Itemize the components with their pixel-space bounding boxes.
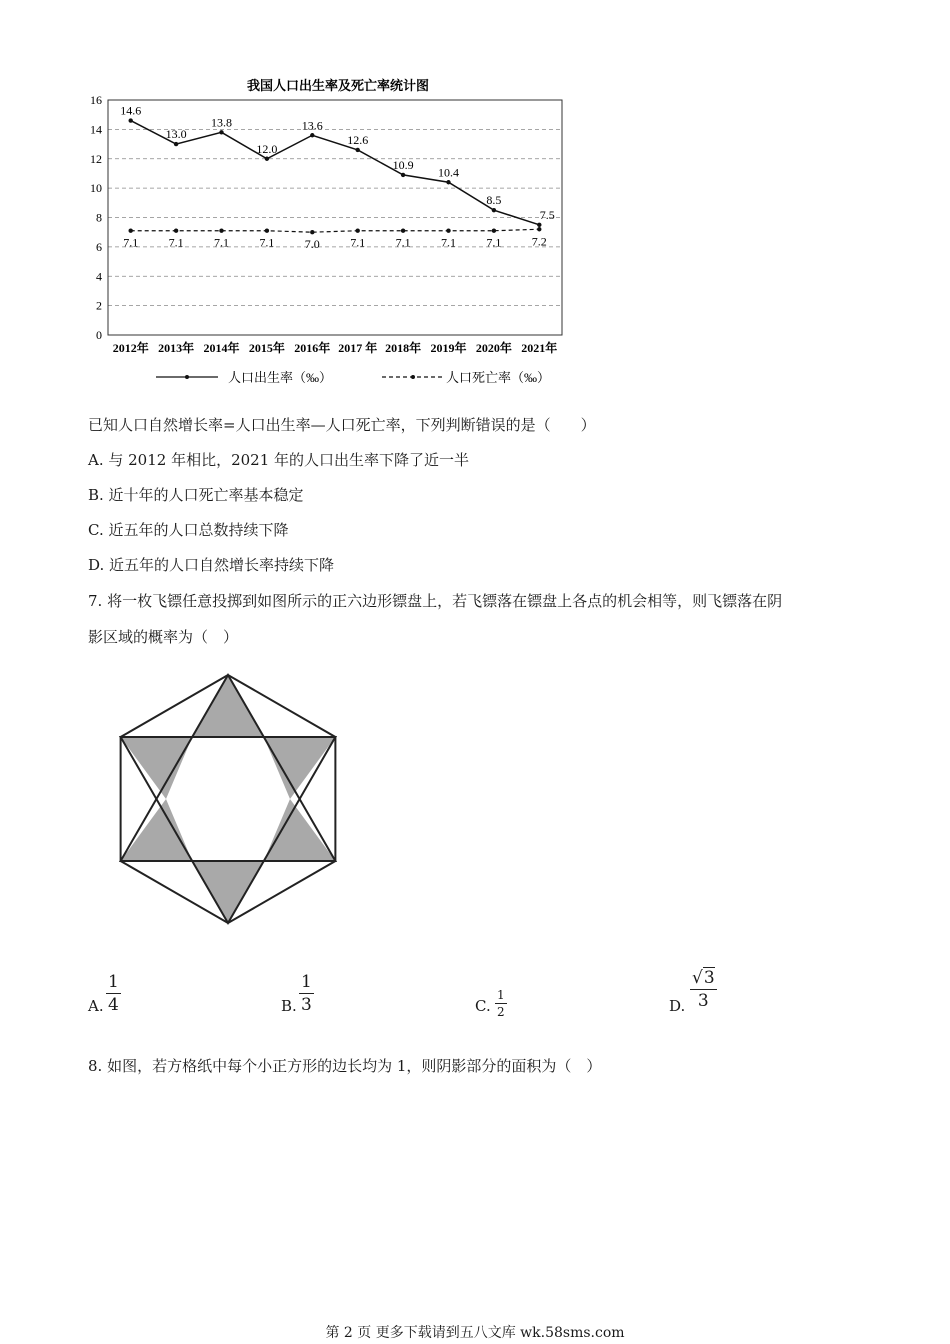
legend-birth-label: 人口出生率（‰） xyxy=(228,370,333,385)
birth-rate-point xyxy=(446,180,450,184)
death-rate-data-label: 7.1 xyxy=(168,235,184,250)
shaded-star-point xyxy=(121,799,193,861)
chart-legend xyxy=(156,370,550,385)
page-footer: 第 2 页 更多下载请到五八文库 wk.58sms.com xyxy=(325,1325,625,1341)
q7-option-a-label: A. xyxy=(88,997,104,1015)
birth-rate-data-label: 13.8 xyxy=(211,115,232,130)
birth-death-rate-chart xyxy=(80,72,620,392)
death-rate-point xyxy=(310,230,314,234)
death-rate-point xyxy=(174,229,178,233)
y-tick-label: 16 xyxy=(90,93,102,107)
q6-option-a: A. 与 2012 年相比，2021 年的人口出生率下降了近一半 xyxy=(88,451,470,469)
birth-rate-point xyxy=(401,173,405,177)
death-rate-point xyxy=(446,229,450,233)
death-rate-point xyxy=(492,229,496,233)
q7-option-b-denominator: 3 xyxy=(301,995,312,1015)
birth-rate-data-label: 13.0 xyxy=(165,127,187,142)
shaded-star-point xyxy=(264,737,336,799)
q7-option-d-numerator: √3 xyxy=(692,968,715,988)
shaded-star-point xyxy=(192,861,264,923)
birth-rate-data-label: 7.5 xyxy=(539,207,555,222)
birth-rate-data-label: 10.9 xyxy=(392,157,414,172)
q7-option-d-fraction xyxy=(690,968,717,1011)
y-tick-label: 4 xyxy=(96,269,102,284)
birth-rate-point xyxy=(492,208,496,212)
birth-rate-point xyxy=(310,133,314,137)
legend-marker xyxy=(411,375,415,379)
y-tick-label: 2 xyxy=(96,298,102,313)
q7-option-b-fraction xyxy=(299,972,314,1015)
y-tick-label: 8 xyxy=(96,210,102,225)
death-rate-data-label: 7.1 xyxy=(123,235,139,250)
birth-rate-data-label: 14.6 xyxy=(120,103,142,118)
chart-title: 我国人口出生率及死亡率统计图 xyxy=(246,78,430,93)
x-tick-label: 2012年 xyxy=(112,341,149,355)
death-rate-point xyxy=(265,229,269,233)
legend-marker xyxy=(185,375,189,379)
x-tick-label: 2021年 xyxy=(521,341,558,355)
birth-rate-point xyxy=(537,223,541,227)
birth-rate-point xyxy=(174,142,178,146)
q7-option-a-denominator: 4 xyxy=(108,995,119,1015)
shaded-star-point xyxy=(264,799,336,861)
q7-stem-line1: 7. 将一枚飞镖任意投掷到如图所示的正六边形镖盘上，若飞镖落在镖盘上各点的机会相等，则飞镖落在阴 xyxy=(88,592,783,610)
y-tick-label: 14 xyxy=(90,122,102,137)
death-rate-data-label: 7.1 xyxy=(214,235,229,250)
q7-option-b-label: B. xyxy=(281,997,297,1015)
q6-option-d: D. 近五年的人口自然增长率持续下降 xyxy=(88,556,335,574)
birth-rate-data-label: 13.6 xyxy=(301,118,323,133)
death-rate-point xyxy=(537,227,541,231)
x-tick-label: 2017 年 xyxy=(338,341,378,355)
birth-rate-data-label: 8.5 xyxy=(486,193,502,208)
y-tick-label: 6 xyxy=(96,239,102,254)
birth-rate-point xyxy=(219,130,223,134)
death-rate-data-label: 7.1 xyxy=(486,235,502,250)
x-tick-label: 2020年 xyxy=(475,341,512,355)
x-tick-label: 2016年 xyxy=(294,341,331,355)
death-rate-data-label: 7.0 xyxy=(304,237,320,252)
death-rate-data-label: 7.1 xyxy=(259,235,275,250)
x-tick-label: 2015年 xyxy=(248,341,285,355)
y-tick-label: 0 xyxy=(96,328,102,342)
birth-rate-point xyxy=(265,157,269,161)
death-rate-data-label: 7.1 xyxy=(441,235,456,250)
shaded-star-point xyxy=(121,737,193,799)
q7-option-c-numerator: 1 xyxy=(497,988,505,1002)
death-rate-point xyxy=(219,229,223,233)
death-rate-point xyxy=(401,229,405,233)
q7-option-a-fraction xyxy=(106,972,121,1015)
birth-rate-data-label: 12.6 xyxy=(347,132,369,147)
birth-rate-data-label: 12.0 xyxy=(256,141,278,156)
shaded-star-point xyxy=(192,675,264,737)
y-tick-label: 10 xyxy=(90,181,102,196)
q6-stem: 已知人口自然增长率=人口出生率—人口死亡率，下列判断错误的是（ ） xyxy=(88,416,596,434)
death-rate-data-label: 7.1 xyxy=(395,235,411,250)
q7-option-a-numerator: 1 xyxy=(108,972,119,992)
birth-rate-data-label: 10.4 xyxy=(438,165,459,180)
x-tick-label: 2013年 xyxy=(158,341,195,355)
birth-rate-point xyxy=(129,118,133,122)
q7-option-d-label: D. xyxy=(669,997,686,1015)
hexagon-dartboard-figure xyxy=(110,668,350,930)
death-rate-point xyxy=(356,229,360,233)
x-tick-label: 2018年 xyxy=(385,341,422,355)
q7-option-c-denominator: 2 xyxy=(497,1005,505,1019)
q6-option-b: B. 近十年的人口死亡率基本稳定 xyxy=(88,486,304,504)
death-rate-point xyxy=(129,229,133,233)
legend-death-label: 人口死亡率（‰） xyxy=(446,370,551,385)
death-rate-line xyxy=(131,229,540,232)
death-rate-data-label: 7.2 xyxy=(531,234,547,249)
x-tick-label: 2014年 xyxy=(203,341,240,355)
q6-option-c: C. 近五年的人口总数持续下降 xyxy=(88,521,289,539)
q7-option-c-label: C. xyxy=(475,997,491,1015)
birth-rate-point xyxy=(356,148,360,152)
x-tick-label: 2019年 xyxy=(430,341,467,355)
q7-stem-line2: 影区域的概率为（ ） xyxy=(88,628,239,646)
death-rate-data-label: 7.1 xyxy=(350,235,366,250)
q7-option-c-fraction xyxy=(495,988,507,1019)
q7-option-b-numerator: 1 xyxy=(301,972,312,992)
q8-stem: 8. 如图，若方格纸中每个小正方形的边长均为 1，则阴影部分的面积为（ ） xyxy=(88,1057,602,1075)
q7-option-d-denominator: 3 xyxy=(697,991,709,1011)
q7-option-d-radicand: 3 xyxy=(703,968,715,988)
birth-rate-line xyxy=(131,121,540,225)
y-tick-label: 12 xyxy=(90,151,102,166)
